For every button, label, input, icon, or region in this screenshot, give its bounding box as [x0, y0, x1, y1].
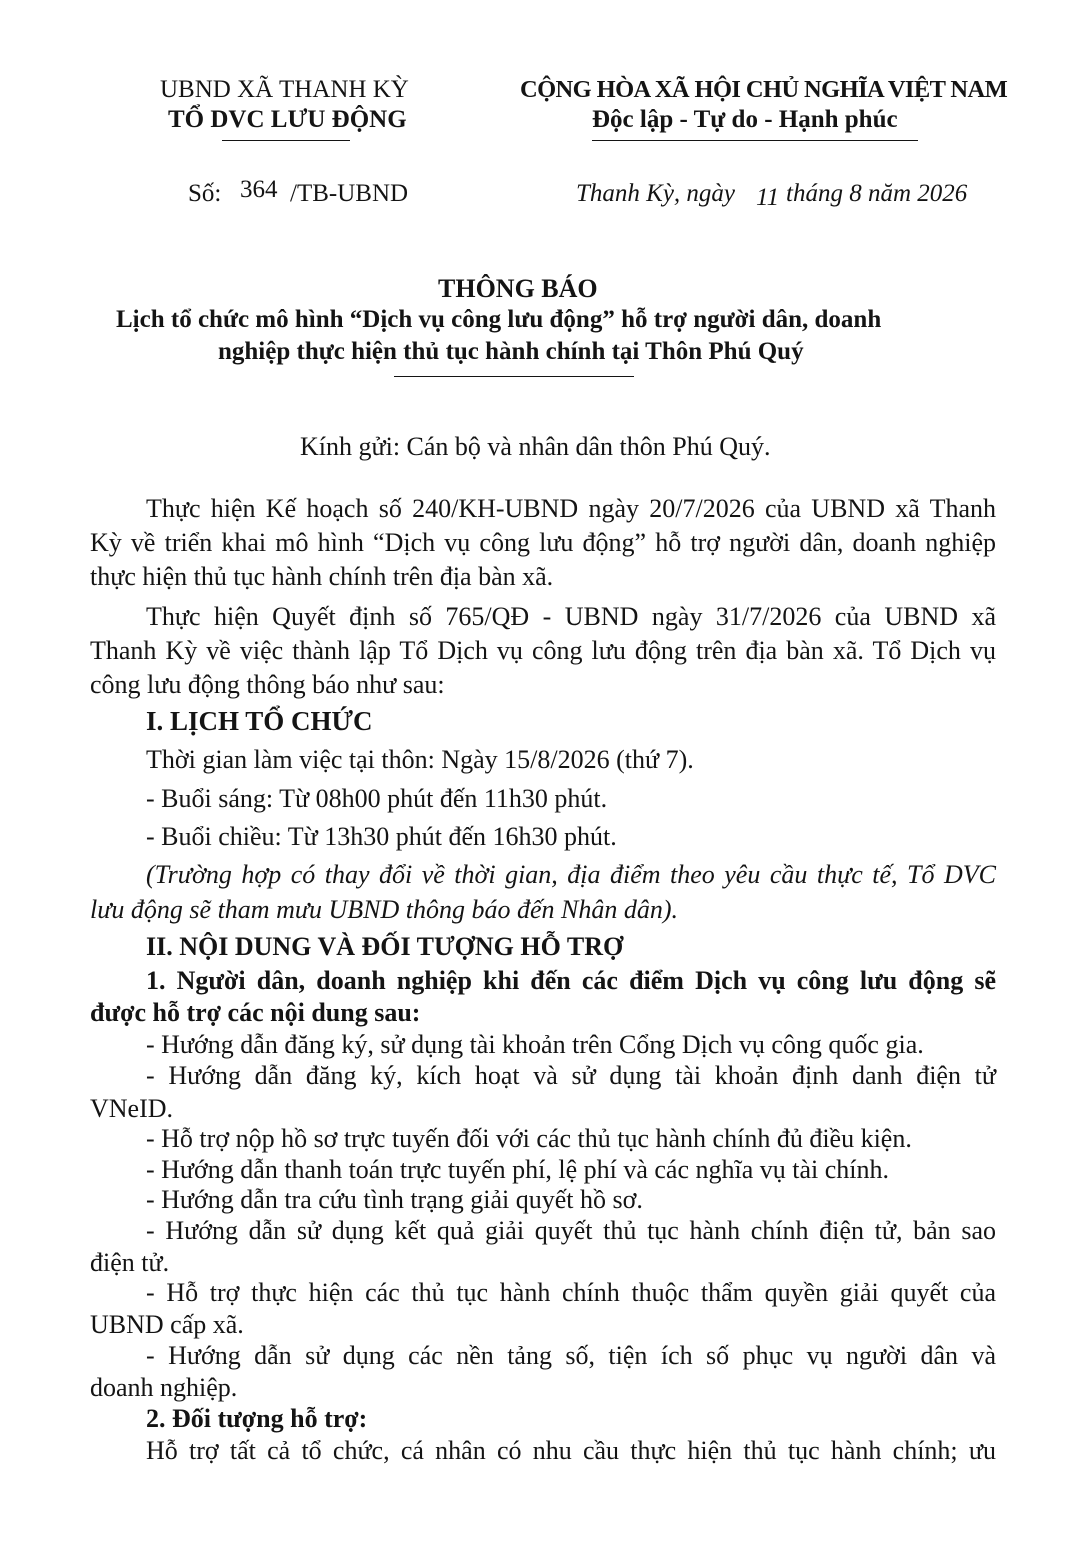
list-item: - Hướng dẫn tra cứu tình trạng giải quyết hồ sơ. [146, 1185, 643, 1214]
list-item: - Hướng dẫn sử dụng kết quả giải quyết thủ tục hành chính điện tử, bản sao [146, 1216, 996, 1245]
list-item: UBND cấp xã. [90, 1310, 244, 1339]
paragraph-line: Kỳ về triển khai mô hình “Dịch vụ công lưu động” hỗ trợ người dân, doanh nghiệp [90, 528, 996, 557]
document-title: THÔNG BÁO [438, 274, 598, 303]
date-day: 11 [756, 184, 780, 211]
paragraph-line: Thanh Kỳ về việc thành lập Tổ Dịch vụ công lưu động trên địa bàn xã. Tổ Dịch vụ [90, 636, 996, 665]
target-description: Hỗ trợ tất cả tổ chức, cá nhân có nhu cầu thực hiện thủ tục hành chính; ưu [146, 1436, 996, 1465]
document-number-label: Số: [188, 180, 222, 207]
issuing-unit: TỔ DVC LƯU ĐỘNG [168, 106, 407, 133]
list-item: - Hướng dẫn đăng ký, kích hoạt và sử dụng tài khoản định danh điện tử [146, 1061, 996, 1090]
morning-session: - Buổi sáng: Từ 08h00 phút đến 11h30 phút. [146, 784, 608, 813]
document-number: 364 [240, 176, 278, 203]
paragraph-line: Thực hiện Quyết định số 765/QĐ - UBND ngày 31/7/2026 của UBND xã [146, 602, 996, 631]
work-time: Thời gian làm việc tại thôn: Ngày 15/8/2026 (thứ 7). [146, 745, 694, 774]
list-item: điện tử. [90, 1248, 170, 1277]
list-item: - Hỗ trợ thực hiện các thủ tục hành chính thuộc thẩm quyền giải quyết của [146, 1278, 996, 1307]
issuing-agency: UBND XÃ THANH KỲ [160, 76, 409, 103]
list-item: - Hướng dẫn đăng ký, sử dụng tài khoản trên Cổng Dịch vụ công quốc gia. [146, 1030, 924, 1059]
recipient-line: Kính gửi: Cán bộ và nhân dân thôn Phú Quý. [300, 432, 771, 461]
subject-line-1: Lịch tổ chức mô hình “Dịch vụ công lưu động” hỗ trợ người dân, doanh [116, 306, 882, 333]
national-motto: Độc lập - Tự do - Hạnh phúc [592, 106, 898, 133]
section-heading-content: II. NỘI DUNG VÀ ĐỐI TƯỢNG HỖ TRỢ [146, 932, 624, 961]
nation-name: CỘNG HÒA XÃ HỘI CHỦ NGHĨA VIỆT NAM [520, 76, 1008, 103]
list-item: VNeID. [90, 1094, 174, 1123]
section-heading-schedule: I. LỊCH TỔ CHỨC [146, 706, 373, 736]
date-prefix: Thanh Kỳ, ngày [576, 180, 736, 207]
list-item: - Hướng dẫn thanh toán trực tuyến phí, lệ phí và các nghĩa vụ tài chính. [146, 1155, 890, 1184]
subsection-1-title: được hỗ trợ các nội dung sau: [90, 998, 421, 1027]
motto-underline [592, 140, 918, 141]
list-item: - Hỗ trợ nộp hồ sơ trực tuyến đối với các thủ tục hành chính đủ điều kiện. [146, 1124, 912, 1153]
afternoon-session: - Buổi chiều: Từ 13h30 phút đến 16h30 phút. [146, 822, 617, 851]
date-suffix: tháng 8 năm 2026 [786, 180, 968, 207]
subsection-2-title: 2. Đối tượng hỗ trợ: [146, 1404, 368, 1433]
paragraph-line: Thực hiện Kế hoạch số 240/KH-UBND ngày 20/7/2026 của UBND xã Thanh [146, 494, 996, 523]
unit-underline [222, 140, 350, 141]
subsection-1-title: 1. Người dân, doanh nghiệp khi đến các điểm Dịch vụ công lưu động sẽ [146, 966, 996, 995]
schedule-note: (Trường hợp có thay đổi về thời gian, địa điểm theo yêu cầu thực tế, Tổ DVC [146, 860, 996, 889]
paragraph-line: công lưu động thông báo như sau: [90, 670, 445, 699]
schedule-note: lưu động sẽ tham mưu UBND thông báo đến Nhân dân). [90, 895, 679, 924]
title-underline [394, 376, 634, 377]
list-item: doanh nghiệp. [90, 1373, 238, 1402]
list-item: - Hướng dẫn sử dụng các nền tảng số, tiện ích số phục vụ người dân và [146, 1341, 996, 1370]
subject-line-2: nghiệp thực hiện thủ tục hành chính tại Thôn Phú Quý [218, 338, 804, 365]
paragraph-line: thực hiện thủ tục hành chính trên địa bàn xã. [90, 562, 554, 591]
document-number-suffix: /TB-UBND [290, 180, 409, 207]
